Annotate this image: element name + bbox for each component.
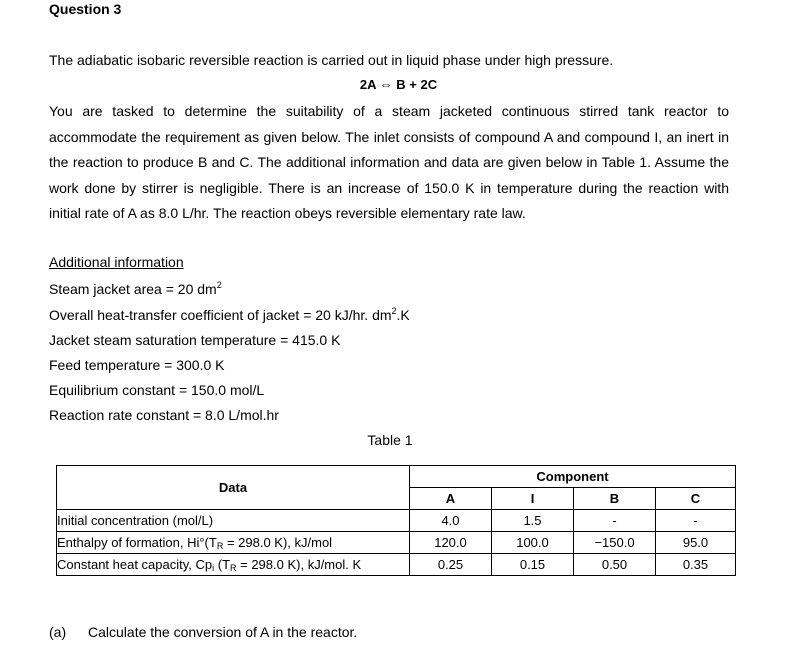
equilibrium-line: Equilibrium constant = 150.0 mol/L [49, 382, 265, 398]
part-a-label: (a) [49, 624, 67, 640]
cell: 120.0 [410, 532, 492, 554]
row-label: Constant heat capacity, $Cp_i$ ($T_R = 298.0$ K), kJ/mol. K [57, 554, 410, 576]
cell: 0.25 [410, 554, 492, 576]
table-caption: Table 1 [367, 432, 413, 448]
table-row [57, 554, 736, 576]
cell: - [574, 510, 656, 532]
header-component-a: A [410, 488, 492, 510]
reaction-equation: 2A ⇔ B + 2C [359, 77, 438, 92]
jacket-area-line: Steam jacket area = 20 $dm^2$ [49, 280, 222, 297]
header-component: Component [410, 466, 736, 488]
cell: 4.0 [410, 510, 492, 532]
rate-constant-line: Reaction rate constant = 8.0 L/mol.hr [49, 407, 279, 423]
cell: −150.0 [574, 532, 656, 554]
feed-temp-line: Feed temperature = 300.0 K [49, 357, 225, 373]
heat-transfer-line: Overall heat-transfer coefficient of jacket = 20 kJ/hr. $dm^2.K$ [49, 306, 410, 323]
question-title: Question 3 [49, 1, 122, 17]
steam-temp-line: Jacket steam saturation temperature = 415.0 K [49, 332, 341, 348]
header-component-c: C [656, 488, 736, 510]
header-data: Data [57, 466, 410, 510]
cell: 0.50 [574, 554, 656, 576]
part-a-text: Calculate the conversion of A in the reactor. [88, 624, 358, 640]
table-row [57, 510, 736, 532]
data-table [56, 465, 736, 576]
cell: 0.15 [492, 554, 574, 576]
problem-paragraph: You are tasked to determine the suitability of a steam jacketed continuous stirred tank reactor to accommodate the requirement as given below. The inlet consists of compound A and compound I, an inert in the reaction to produce B and C. The additional information and data are given below in Table 1. Assume the work done by stirrer is negligible. There is an increase of 150.0 K in temperature during the reaction with initial rate of A as 8.0 L/hr. The reaction obeys reversible elementary rate law. [49, 103, 729, 222]
additional-info-heading: Additional information [49, 254, 184, 270]
header-component-b: B [574, 488, 656, 510]
cell: 0.35 [656, 554, 736, 576]
intro-text: The adiabatic isobaric reversible reaction is carried out in liquid phase under high pressure. [49, 52, 614, 68]
header-component-i: I [492, 488, 574, 510]
row-label: Initial concentration (mol/L) [57, 510, 410, 532]
cell: 1.5 [492, 510, 574, 532]
table-row [57, 532, 736, 554]
cell: 100.0 [492, 532, 574, 554]
cell: - [656, 510, 736, 532]
row-label: Enthalpy of formation, $Hi^\circ(T_R = 298.0$ K), kJ/mol [57, 532, 410, 554]
cell: 95.0 [656, 532, 736, 554]
